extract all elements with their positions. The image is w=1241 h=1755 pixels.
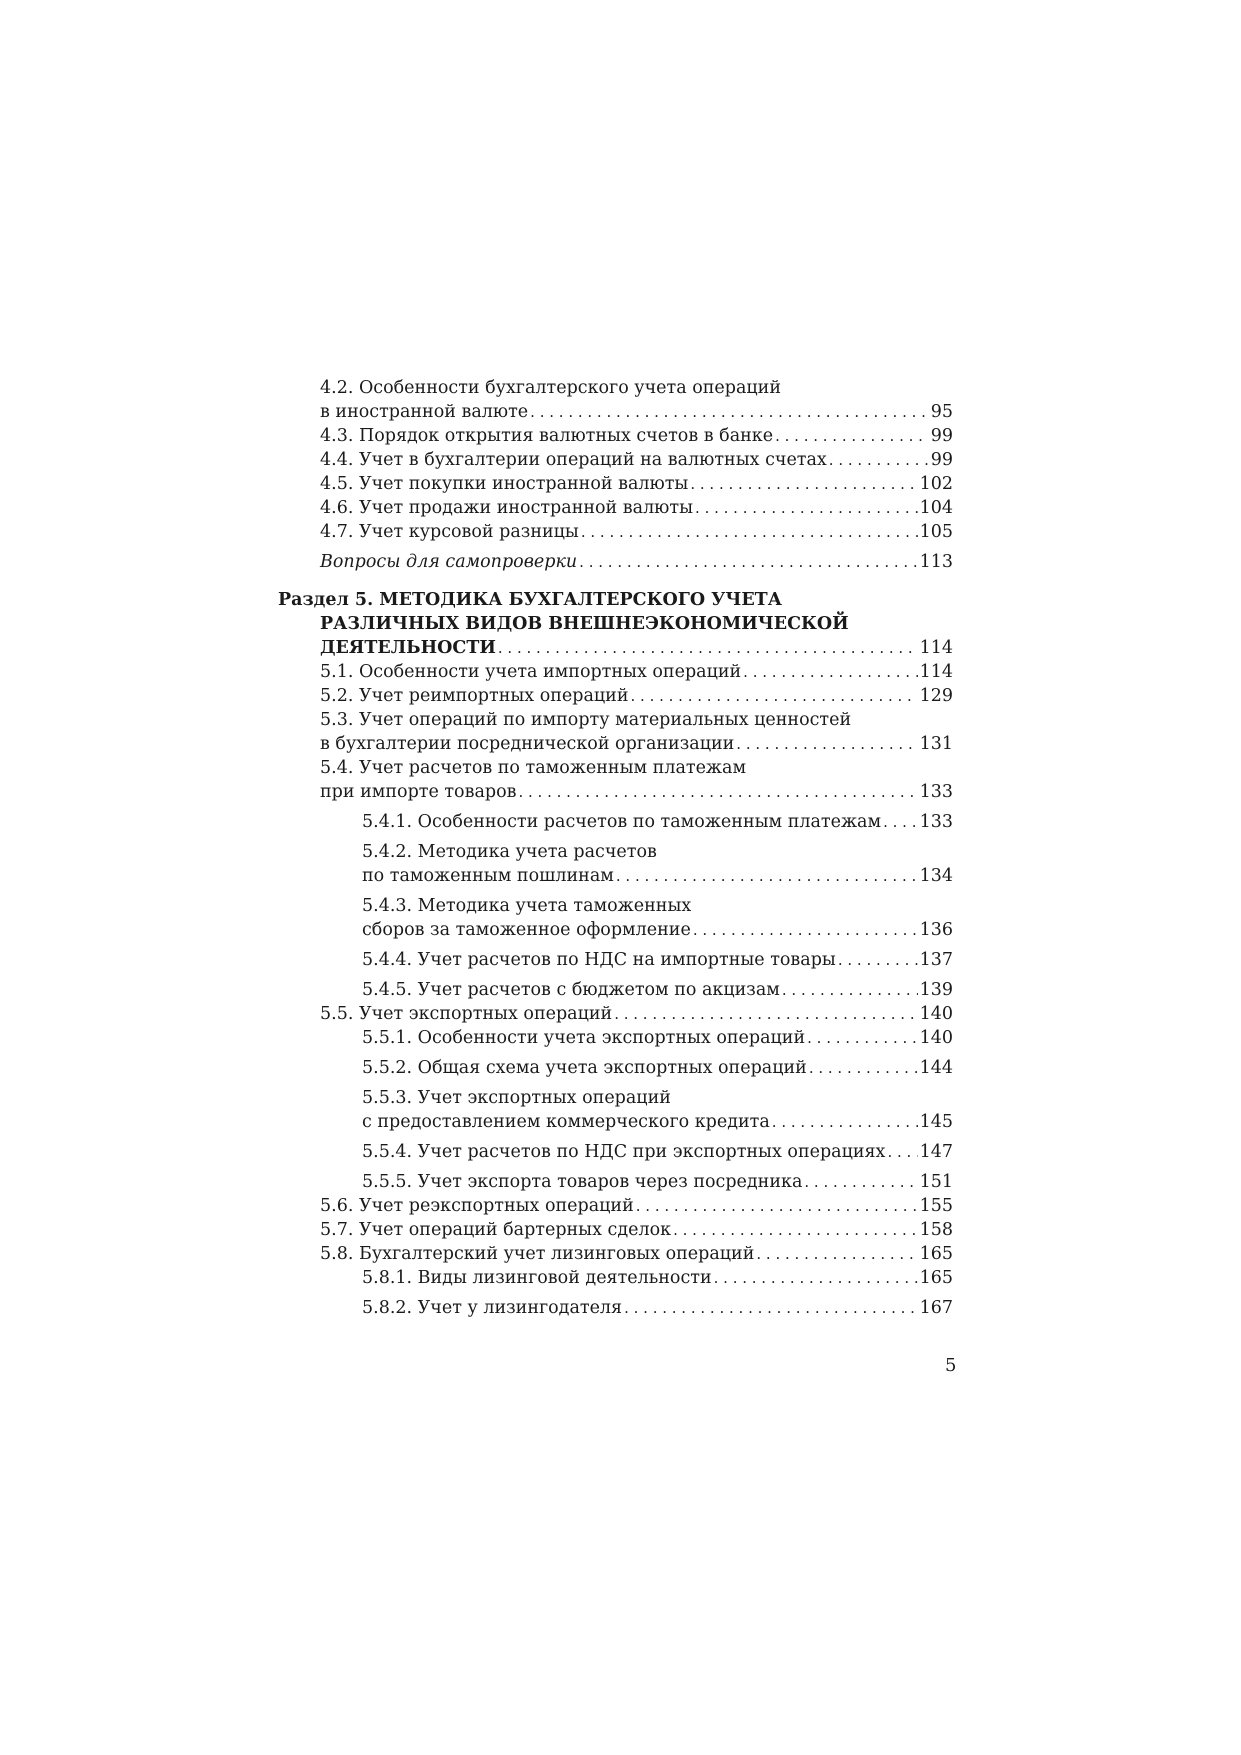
- toc-entry-5-1: [320, 660, 953, 684]
- toc-entry-text: 5.4.5. Учет расчетов с бюджетом по акцизам: [362, 980, 780, 1000]
- toc-entry-text: 5.5.4. Учет расчетов по НДС при экспортных операциях: [362, 1142, 886, 1162]
- toc-entry-text: 4.7. Учет курсовой разницы: [320, 522, 579, 542]
- toc-entry-text: по таможенным пошлинам: [362, 866, 614, 886]
- toc-entry-5-5-4: [320, 1140, 953, 1164]
- toc-entry-text: 5.4. Учет расчетов по таможенным платежам: [320, 758, 747, 778]
- toc-entry-text: 5.2. Учет реимпортных операций: [320, 686, 629, 706]
- toc-page-number: 95: [930, 402, 953, 422]
- toc-entry-4-3: [320, 424, 953, 448]
- toc-page-number: 99: [930, 450, 953, 470]
- dot-leader: [804, 1170, 917, 1194]
- toc-page-number: 134: [919, 866, 953, 886]
- toc-page-number: 165: [919, 1268, 953, 1288]
- toc-entry-text: 5.8. Бухгалтерский учет лизинговых операций: [320, 1244, 755, 1264]
- toc-page-number: 145: [919, 1112, 953, 1132]
- dot-leader: [498, 636, 918, 660]
- toc-entry-5-4-4: [320, 948, 953, 972]
- dot-leader: [581, 520, 918, 544]
- toc-entry-5-5: [320, 1002, 953, 1026]
- toc-page-number: 133: [919, 812, 953, 832]
- toc-entry-text: 5.5.1. Особенности учета экспортных операций: [362, 1028, 806, 1048]
- dot-leader: [887, 1140, 917, 1164]
- dot-leader: [829, 448, 929, 472]
- toc-entry-text: 5.5.5. Учет экспорта товаров через посредника: [362, 1172, 803, 1192]
- toc-entry-4-5: [320, 472, 953, 496]
- toc-page-number: 131: [919, 734, 953, 754]
- toc-page-number: 129: [919, 686, 953, 706]
- toc-entry-5-8-1: [320, 1266, 953, 1290]
- toc-entry-5-4-5: [320, 978, 953, 1002]
- toc-entry-5-8-2: [320, 1296, 953, 1320]
- toc-entry-text: 5.5.3. Учет экспортных операций: [362, 1088, 671, 1108]
- toc-entry-text: 5.7. Учет операций бартерных сделок: [320, 1220, 672, 1240]
- toc-page-number: 136: [919, 920, 953, 940]
- toc-entry-text: 5.6. Учет реэкспортных операций: [320, 1196, 634, 1216]
- toc-entry-5-7: [320, 1218, 953, 1242]
- toc-page-number: 151: [919, 1172, 953, 1192]
- toc-entry-5-3: [320, 708, 953, 756]
- toc-page-number: 158: [919, 1220, 953, 1240]
- dot-leader: [772, 1110, 918, 1134]
- toc-page-number: 113: [919, 552, 953, 572]
- dot-leader: [782, 978, 918, 1002]
- toc-page-number: 140: [919, 1028, 953, 1048]
- dot-leader: [695, 496, 918, 520]
- toc-entry-5-5-5: [320, 1170, 953, 1194]
- toc-entry-text: 4.3. Порядок открытия валютных счетов в банке: [320, 426, 774, 446]
- toc-entry-5-6: [320, 1194, 953, 1218]
- toc-entry-4-4: [320, 448, 953, 472]
- dot-leader: [883, 810, 917, 834]
- toc-page-number: 133: [919, 782, 953, 802]
- toc-entry-4-2: [320, 376, 953, 424]
- toc-entry-5-5-3: [320, 1086, 953, 1134]
- toc-entry-text: сборов за таможенное оформление: [362, 920, 691, 940]
- section-title-line: ДЕЯТЕЛЬНОСТИ: [320, 638, 496, 658]
- toc-page-number: 99: [930, 426, 953, 446]
- toc-entry-text: с предоставлением коммерческого кредита: [362, 1112, 770, 1132]
- dot-leader: [518, 780, 917, 804]
- toc-entry-4-6: [320, 496, 953, 520]
- toc-entry-text: 5.4.4. Учет расчетов по НДС на импортные товары: [362, 950, 836, 970]
- toc-entry-5-5-2: [320, 1056, 953, 1080]
- dot-leader: [756, 1242, 917, 1266]
- dot-leader: [530, 400, 929, 424]
- toc-entry-text: 5.5.2. Общая схема учета экспортных операций: [362, 1058, 807, 1078]
- toc-page-number: 137: [919, 950, 953, 970]
- toc-entry-text: Вопросы для самопроверки: [320, 552, 578, 572]
- toc-entry-text: 5.4.1. Особенности расчетов по таможенным платежам: [362, 812, 882, 832]
- toc-entry-text: 5.8.2. Учет у лизингодателя: [362, 1298, 623, 1318]
- dot-leader: [743, 660, 917, 684]
- toc-page-number: 140: [919, 1004, 953, 1024]
- table-of-contents: [278, 376, 953, 1320]
- toc-page-number: 144: [919, 1058, 953, 1078]
- dot-leader: [693, 918, 918, 942]
- toc-entry-text: в иностранной валюте: [320, 402, 529, 422]
- toc-page-number: 167: [919, 1298, 953, 1318]
- dot-leader: [631, 684, 918, 708]
- toc-entry-5-4: [320, 756, 953, 804]
- toc-page-number: 104: [919, 498, 953, 518]
- toc-entry-5-5-1: [320, 1026, 953, 1050]
- toc-entry-self-check: [320, 550, 953, 574]
- page-number: 5: [945, 1355, 957, 1376]
- dot-leader: [636, 1194, 918, 1218]
- dot-leader: [624, 1296, 918, 1320]
- dot-leader: [736, 732, 917, 756]
- dot-leader: [690, 472, 917, 496]
- dot-leader: [579, 550, 917, 574]
- dot-leader: [809, 1056, 918, 1080]
- toc-entry-text: 4.5. Учет покупки иностранной валюты: [320, 474, 689, 494]
- toc-entry-text: в бухгалтерии посреднической организации: [320, 734, 735, 754]
- toc-entry-text: при импорте товаров: [320, 782, 517, 802]
- dot-leader: [838, 948, 918, 972]
- toc-page-number: 114: [919, 662, 953, 682]
- toc-entry-text: 5.1. Особенности учета импортных операций: [320, 662, 742, 682]
- toc-entry-text: 5.8.1. Виды лизинговой деятельности: [362, 1268, 712, 1288]
- dot-leader: [807, 1026, 917, 1050]
- section-title-line: Раздел 5. МЕТОДИКА БУХГАЛТЕРСКОГО УЧЕТА: [278, 590, 782, 610]
- toc-entry-5-2: [320, 684, 953, 708]
- toc-entry-5-4-2: [320, 840, 953, 888]
- toc-page-number: 139: [919, 980, 953, 1000]
- toc-entry-text: 4.6. Учет продажи иностранной валюты: [320, 498, 694, 518]
- section-title-line: РАЗЛИЧНЫХ ВИДОВ ВНЕШНЕЭКОНОМИЧЕСКОЙ: [320, 614, 849, 634]
- toc-entry-5-8: [320, 1242, 953, 1266]
- toc-page-number: 147: [919, 1142, 953, 1162]
- toc-entry-5-4-1: [320, 810, 953, 834]
- toc-entry-text: 5.3. Учет операций по импорту материальных ценностей: [320, 710, 852, 730]
- toc-entry-text: 5.4.3. Методика учета таможенных: [362, 896, 692, 916]
- dot-leader: [775, 424, 929, 448]
- dot-leader: [616, 864, 918, 888]
- toc-entry-text: 4.2. Особенности бухгалтерского учета операций: [320, 378, 781, 398]
- toc-entry-text: 5.4.2. Методика учета расчетов: [362, 842, 657, 862]
- dot-leader: [673, 1218, 918, 1242]
- toc-page-number: 155: [919, 1196, 953, 1216]
- toc-section-5-heading: [278, 588, 953, 660]
- toc-page-number: 105: [919, 522, 953, 542]
- toc-entry-4-7: [320, 520, 953, 544]
- toc-page-number: 114: [919, 638, 953, 658]
- toc-page-number: 102: [919, 474, 953, 494]
- toc-page-number: 165: [919, 1244, 953, 1264]
- dot-leader: [714, 1266, 918, 1290]
- toc-entry-text: 4.4. Учет в бухгалтерии операций на валютных счетах: [320, 450, 827, 470]
- toc-entry-text: 5.5. Учет экспортных операций: [320, 1004, 613, 1024]
- dot-leader: [614, 1002, 917, 1026]
- toc-entry-5-4-3: [320, 894, 953, 942]
